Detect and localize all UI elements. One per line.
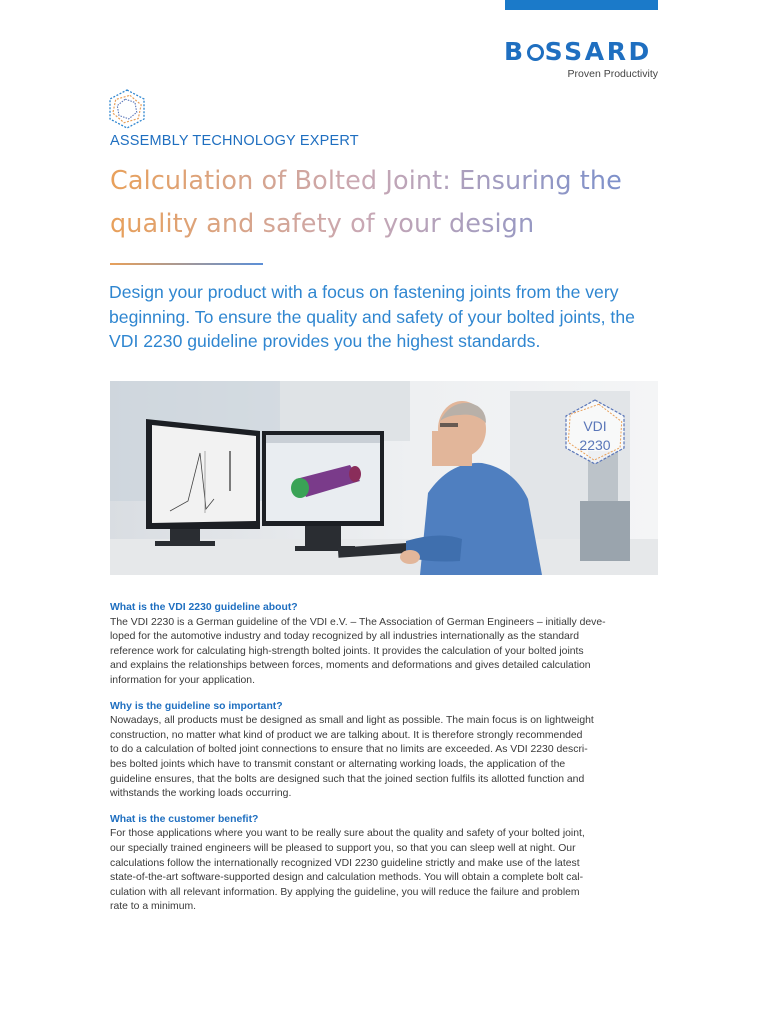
section-paragraph: The VDI 2230 is a German guideline of the VDI e.V. – The Association of German Engineers – initially deve- loped for the automotive industry and today recognized by all industries internationally as the standard reference work for calculating high-strength bolted joints. It provides the calculation of your bolted joints and explains the relationships between forces, moments and deformations and gives detailed calculation information for your application. — [110, 616, 606, 686]
title-divider — [110, 263, 263, 265]
page-title: Calculation of Bolted Joint: Ensuring the quality and safety of your design — [110, 160, 670, 246]
bossard-logo — [504, 37, 660, 80]
hexagon-emblem-icon — [106, 88, 148, 130]
section-importance — [110, 700, 658, 802]
monitor-left — [146, 419, 260, 546]
logo-o-ring — [527, 44, 544, 61]
lead-paragraph: Design your product with a focus on fastening joints from the very beginning. To ensure the quality and safety of your bolted joints, the VDI 2230 guideline provides you the highest standards. — [109, 282, 635, 351]
vdi-2230-badge — [562, 398, 632, 468]
top-accent-bar — [505, 0, 658, 10]
section-about — [110, 601, 658, 689]
logo-tagline: Proven Productivity — [567, 68, 658, 80]
vdi-badge-label: VDI 2230 — [579, 418, 611, 453]
section-benefit — [110, 813, 658, 915]
logo-wordmark: B SSARD — [504, 37, 652, 66]
body-text — [110, 601, 658, 926]
section-heading: What is the customer benefit? — [110, 813, 259, 825]
section-heading: Why is the guideline so important? — [110, 700, 283, 712]
section-heading: What is the VDI 2230 guideline about? — [110, 602, 298, 613]
section-kicker: ASSEMBLY TECHNOLOGY EXPERT — [110, 133, 359, 149]
section-paragraph: For those applications where you want to be really sure about the quality and safety of your bolted joint, our specially trained engineers will be pleased to support you, so that you can sleep well at night. Our calculations follow the internationally recognized VDI 2230 guideline strictly and make use of the latest state-of-the-art software-supported design and calculation methods. You will obtain a complete bolt cal- culation with all relevant information. By applying the guideline, you will reduce the failure and problem rate to a minimum. — [110, 828, 585, 913]
section-paragraph: Nowadays, all products must be designed as small and light as possible. The main focus is on lightweight construction, no matter what kind of product we are talking about. It is therefore strongly recommended to do a calculation of bolted joint connections to ensure that no limits are exceeded. As VDI 2230 descri- bes bolted joints which have to transmit constant or alternating working loads, the application of the guideline ensures, that the bolts are designed such that the joined section fulfils its allotted function and withstands the working loads occurring. — [110, 715, 594, 800]
